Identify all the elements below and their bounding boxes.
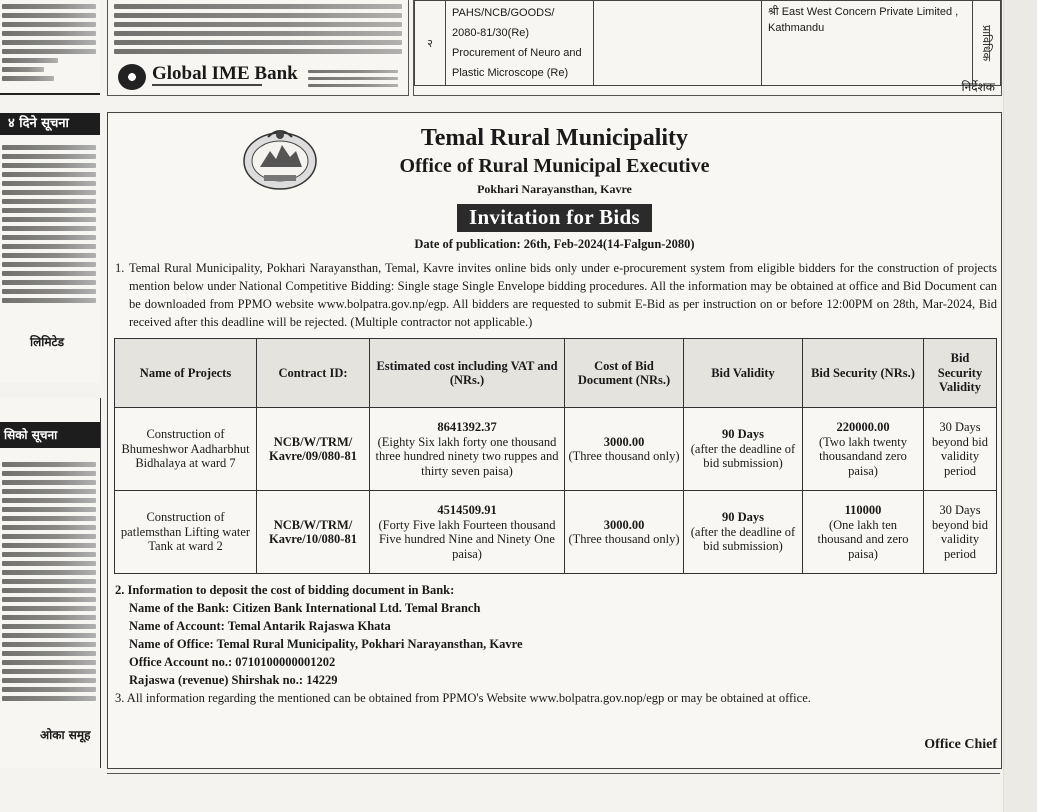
table-row: Construction of patlemsthan Lifting water Tank at ward 2 NCB/W/TRM/ Kavre/10/080-81 4514509.91 (Forty Five lakh Fourteen thousand Five hundred Nine and Ninety One paisa) 3000.00 (Three thousand only) 90 Days (after the deadline of bid submission) 110000 (One lakh ten thousand and zero paisa) 30 Days beyond bid validity period: [115, 491, 997, 574]
text-lines: [2, 458, 96, 705]
side-label: प्राविधिक: [973, 1, 1001, 86]
bank-contact: [308, 66, 398, 91]
procurement-table: [414, 0, 1001, 86]
fragment-footer: ओका समूह: [40, 728, 91, 742]
fragment-footer: लिमिटेड: [30, 335, 64, 349]
signature-office-chief: Office Chief: [924, 737, 997, 752]
row-description: PAHS/NCB/GOODS/ 2080-81/30(Re) Procurement of Neuro and Plastic Microscope (Re): [446, 1, 594, 86]
bank-tagline: [152, 84, 262, 86]
bank-name: Global IME Bank: [152, 63, 298, 84]
notice-heading: Invitation for Bids: [457, 204, 652, 232]
left-notice-fragment-2: [0, 113, 100, 383]
bids-table: [114, 338, 997, 574]
text-lines: [2, 0, 96, 85]
col-header: Bid Security (NRs.): [803, 339, 924, 408]
col-header: Estimated cost including VAT and (NRs.): [370, 339, 565, 408]
row-vendor: श्री East West Concern Private Limited , Kathmandu: [762, 1, 973, 86]
row-number: २: [415, 1, 446, 86]
table-row: Construction of Bhumeshwor Aadharbhut Bidhalaya at ward 7 NCB/W/TRM/ Kavre/09/080-81 8641392.37 (Eighty Six lakh forty one thousand three hundred ninety two ruppes and thirty seven paisa) 3000.00 (Three thousand only) 90 Days (after the deadline of bid submission) 220000.00 (Two lakh twenty thousandand zero paisa) 30 Days beyond bid validity period: [115, 408, 997, 491]
procurement-table-fragment: [413, 0, 1002, 96]
paragraph-3: 3. All information regarding the mentioned can be obtained from PPMO's Website www.bolpatra.gov.nop/egp or may be obtained at office.: [115, 691, 811, 705]
table-header-row: [115, 339, 997, 408]
col-header: Contract ID:: [257, 339, 370, 408]
col-header: Bid Security Validity: [924, 339, 997, 408]
left-notice-fragment: [0, 0, 100, 95]
paragraph-1: 1. Temal Rural Municipality, Pokhari Narayansthan, Temal, Kavre invites online bids only under e-procurement system from eligible bidders for the construction of projects mention below under National Competitive Bidding: Single stage Single Envelope bidding procedures. All the information may be obtained at office and Bid Document can be downloaded from PPMO website www.bolpatra.gov.np/egp. All bidders are requested to submit E-Bid as per instruction on or before 12:00PM on 28th, Mar-2024, Bid received after this deadline will be rejected. (Multiple contractor not applicable.): [115, 261, 997, 329]
page-gutter: [1003, 0, 1037, 812]
address: Pokhari Narayansthan, Kavre: [477, 182, 632, 196]
col-header: Bid Validity: [684, 339, 803, 408]
page-rule: [107, 773, 1000, 774]
col-header: Cost of Bid Document (NRs.): [565, 339, 684, 408]
office-name: Office of Rural Municipal Executive: [399, 155, 710, 177]
bank-notice-fragment: [107, 0, 409, 96]
text-lines: [114, 0, 402, 58]
col-header: Name of Projects: [115, 339, 257, 408]
paragraph-2: 2. Information to deposit the cost of bidding document in Bank: Name of the Bank: Citizen Bank International Ltd. Temal Branch Name of Account: Temal Antarik Rajaswa Khata Name of Office: Temal Rural Municipality, Pokhari Narayansthan, Kavre Office Account no.: 0710100000001202 Rajaswa (revenue) Shirshak no.: 14229: [115, 583, 523, 687]
left-notice-fragment-3: [0, 398, 101, 768]
bank-logo-icon: [118, 64, 146, 90]
director-label: निर्देशक: [961, 80, 995, 94]
fragment-title: ४ दिने सूचना: [0, 113, 100, 135]
publication-date: Date of publication: 26th, Feb-2024(14-Falgun-2080): [414, 237, 695, 251]
text-lines: [2, 141, 96, 307]
fragment-title: सिको सूचना: [0, 422, 100, 448]
bid-notice: [107, 112, 1002, 769]
org-name: Temal Rural Municipality: [420, 125, 689, 151]
